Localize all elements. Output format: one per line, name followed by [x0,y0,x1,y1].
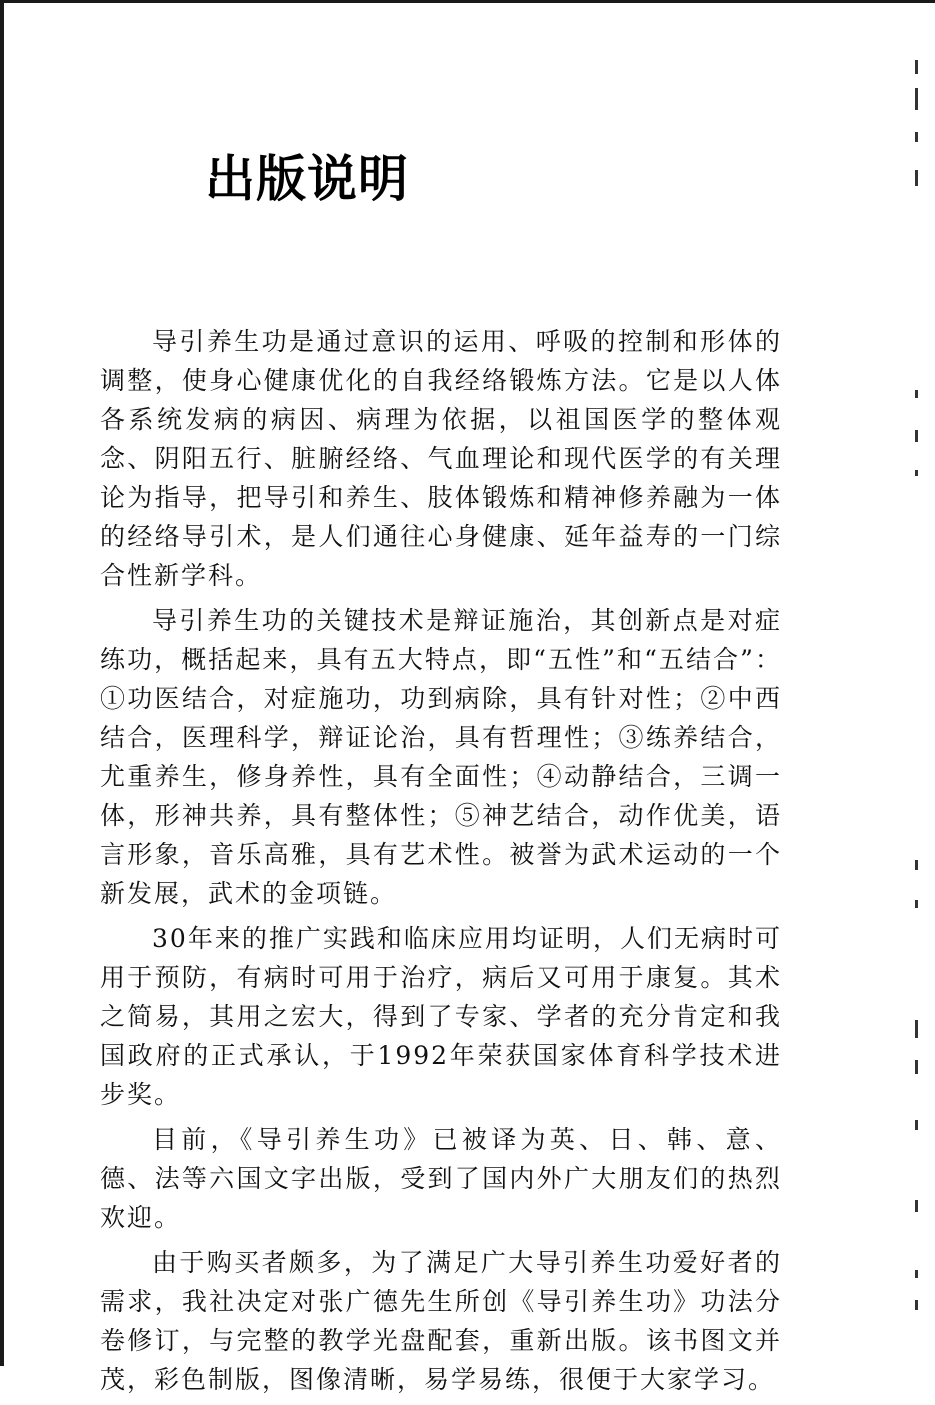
scan-border-top [0,0,935,3]
body-text [100,322,782,1405]
paragraph-features: 导引养生功的关键技术是辩证施治，其创新点是对症练功，概括起来，具有五大特点，即“五性”和“五结合”：①功医结合，对症施功，功到病除，具有针对性；②中西结合，医理科学，辩证论治，具有哲理性；③练养结合，尤重养生，修身养性，具有全面性；④动静结合，三调一体，形神共养，具有整体性；⑤神艺结合，动作优美，语言形象，音乐高雅，具有艺术性。被誉为武术运动的一个新发展，武术的金项链。 [100,606,782,908]
paragraph-republication: 由于购买者颇多，为了满足广大导引养生功爱好者的需求，我社决定对张广德先生所创《导引养生功》功法分卷修订，与完整的教学光盘配套，重新出版。该书图文并茂，彩色制版，图像清晰，易学易练，很便于大家学习。 [100,1248,782,1394]
paragraph-history: 30年来的推广实践和临床应用均证明，人们无病时可用于预防，有病时可用于治疗，病后又可用于康复。其术之简易，其用之宏大，得到了专家、学者的充分肯定和我国政府的正式承认，于1992年荣获国家体育科学技术进步奖。 [100,924,782,1109]
scan-border-left [0,0,4,1366]
paragraph-translations: 目前，《导引养生功》已被译为英、日、韩、意、德、法等六国文字出版，受到了国内外广大朋友们的热烈欢迎。 [100,1125,782,1232]
page-title: 出版说明 [205,150,409,208]
scan-edge-marks [915,40,921,1340]
paragraph-intro: 导引养生功是通过意识的运用、呼吸的控制和形体的调整，使身心健康优化的自我经络锻炼方法。它是以人体各系统发病的病因、病理为依据，以祖国医学的整体观念、阴阳五行、脏腑经络、气血理论和现代医学的有关理论为指导，把导引和养生、肢体锻炼和精神修养融为一体的经络导引术，是人们通往心身健康、延年益寿的一门综合性新学科。 [100,327,782,590]
